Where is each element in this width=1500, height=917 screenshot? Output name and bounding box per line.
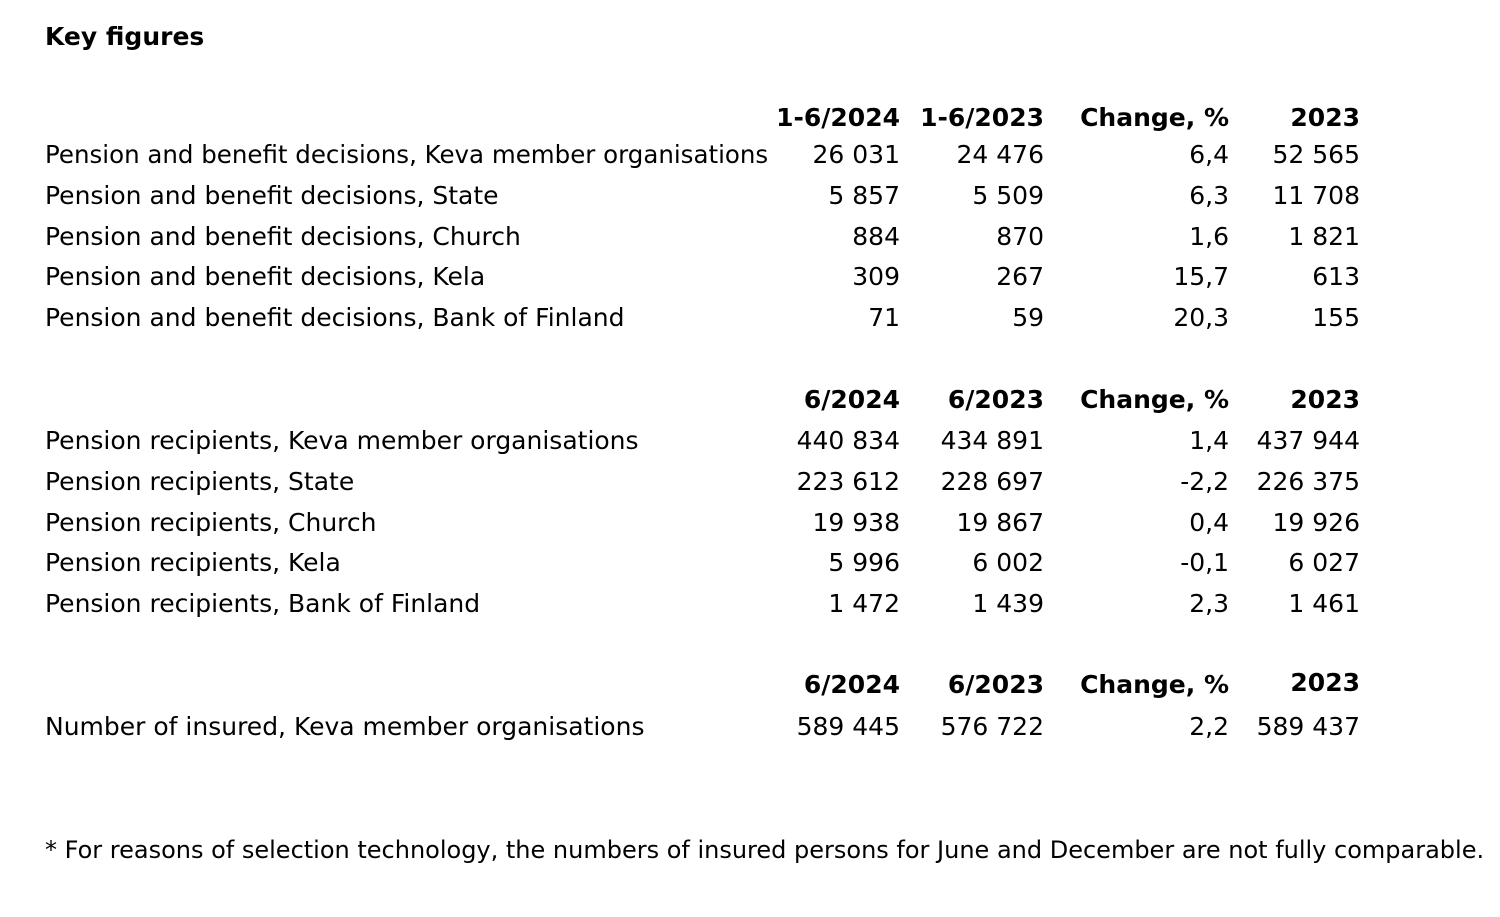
row-label: Pension recipients, Keva member organisations — [45, 426, 639, 455]
cell-value: 223 612 — [796, 467, 900, 496]
cell-value: 52 565 — [1272, 140, 1360, 169]
cell-value: 5 996 — [828, 548, 900, 577]
table-header-row — [0, 380, 1500, 420]
table-header-row — [0, 98, 1500, 138]
cell-value: 5 509 — [972, 181, 1044, 210]
cell-value: -0,1 — [1180, 548, 1229, 577]
table-row — [0, 217, 1500, 257]
cell-value: 228 697 — [940, 467, 1044, 496]
column-header: 1-6/2024 — [776, 103, 900, 132]
cell-value: 19 938 — [812, 508, 900, 537]
column-header: 1-6/2023 — [920, 103, 1044, 132]
table-row — [0, 707, 1500, 747]
cell-value: 309 — [852, 262, 900, 291]
cell-value: 5 857 — [828, 181, 900, 210]
cell-value: 59 — [1012, 303, 1044, 332]
column-header: Change, % — [1080, 670, 1229, 699]
cell-value: 2,3 — [1189, 589, 1229, 618]
column-header: 2023 — [1290, 103, 1360, 132]
row-label: Pension recipients, Bank of Finland — [45, 589, 481, 618]
cell-value: 24 476 — [956, 140, 1044, 169]
cell-value: 613 — [1312, 262, 1360, 291]
column-header: 2023 — [1290, 385, 1360, 414]
table-row — [0, 584, 1500, 624]
column-header: 6/2024 — [803, 385, 900, 414]
column-header: 6/2023 — [947, 385, 1044, 414]
cell-value: 1 472 — [828, 589, 900, 618]
cell-value: 434 891 — [940, 426, 1044, 455]
table-row — [0, 421, 1500, 461]
table-row — [0, 462, 1500, 502]
footnote: * For reasons of selection technology, the numbers of insured persons for June and December are not fully comparable. — [45, 836, 1485, 864]
cell-value: 2,2 — [1189, 712, 1229, 741]
cell-value: 267 — [996, 262, 1044, 291]
row-label: Pension and benefit decisions, Kela — [45, 262, 486, 291]
table-header-row — [0, 665, 1500, 705]
cell-value: 589 437 — [1256, 712, 1360, 741]
table-row — [0, 257, 1500, 297]
row-label: Pension recipients, Kela — [45, 548, 341, 577]
cell-value: 6,4 — [1189, 140, 1229, 169]
cell-value: 155 — [1312, 303, 1360, 332]
cell-value: 71 — [868, 303, 900, 332]
cell-value: 6 027 — [1288, 548, 1360, 577]
cell-value: 226 375 — [1256, 467, 1360, 496]
cell-value: 1 461 — [1288, 589, 1360, 618]
cell-value: 437 944 — [1256, 426, 1360, 455]
cell-value: 1 439 — [972, 589, 1044, 618]
column-header: 6/2024 — [803, 670, 900, 699]
cell-value: 589 445 — [796, 712, 900, 741]
cell-value: 1 821 — [1288, 222, 1360, 251]
cell-value: 15,7 — [1173, 262, 1229, 291]
row-label: Pension and benefit decisions, State — [45, 181, 499, 210]
table-row — [0, 503, 1500, 543]
cell-value: 19 867 — [956, 508, 1044, 537]
row-label: Number of insured, Keva member organisations — [45, 712, 645, 741]
cell-value: 440 834 — [796, 426, 900, 455]
cell-value: 1,4 — [1189, 426, 1229, 455]
row-label: Pension recipients, State — [45, 467, 355, 496]
column-header: Change, % — [1080, 103, 1229, 132]
cell-value: 870 — [996, 222, 1044, 251]
cell-value: 884 — [852, 222, 900, 251]
cell-value: -2,2 — [1180, 467, 1229, 496]
page-title: Key figures — [45, 22, 205, 51]
column-header: Change, % — [1080, 385, 1229, 414]
column-header: 6/2023 — [947, 670, 1044, 699]
cell-value: 576 722 — [940, 712, 1044, 741]
table-row — [0, 135, 1500, 175]
column-header: 2023 — [1290, 668, 1360, 697]
cell-value: 26 031 — [812, 140, 900, 169]
row-label: Pension and benefit decisions, Bank of Finland — [45, 303, 625, 332]
cell-value: 0,4 — [1189, 508, 1229, 537]
row-label: Pension and benefit decisions, Church — [45, 222, 521, 251]
table-row — [0, 298, 1500, 338]
cell-value: 11 708 — [1272, 181, 1360, 210]
table-row — [0, 543, 1500, 583]
table-row — [0, 176, 1500, 216]
row-label: Pension and benefit decisions, Keva member organisations — [45, 140, 769, 169]
cell-value: 20,3 — [1173, 303, 1229, 332]
cell-value: 6,3 — [1189, 181, 1229, 210]
cell-value: 1,6 — [1189, 222, 1229, 251]
row-label: Pension recipients, Church — [45, 508, 377, 537]
cell-value: 19 926 — [1272, 508, 1360, 537]
cell-value: 6 002 — [972, 548, 1044, 577]
